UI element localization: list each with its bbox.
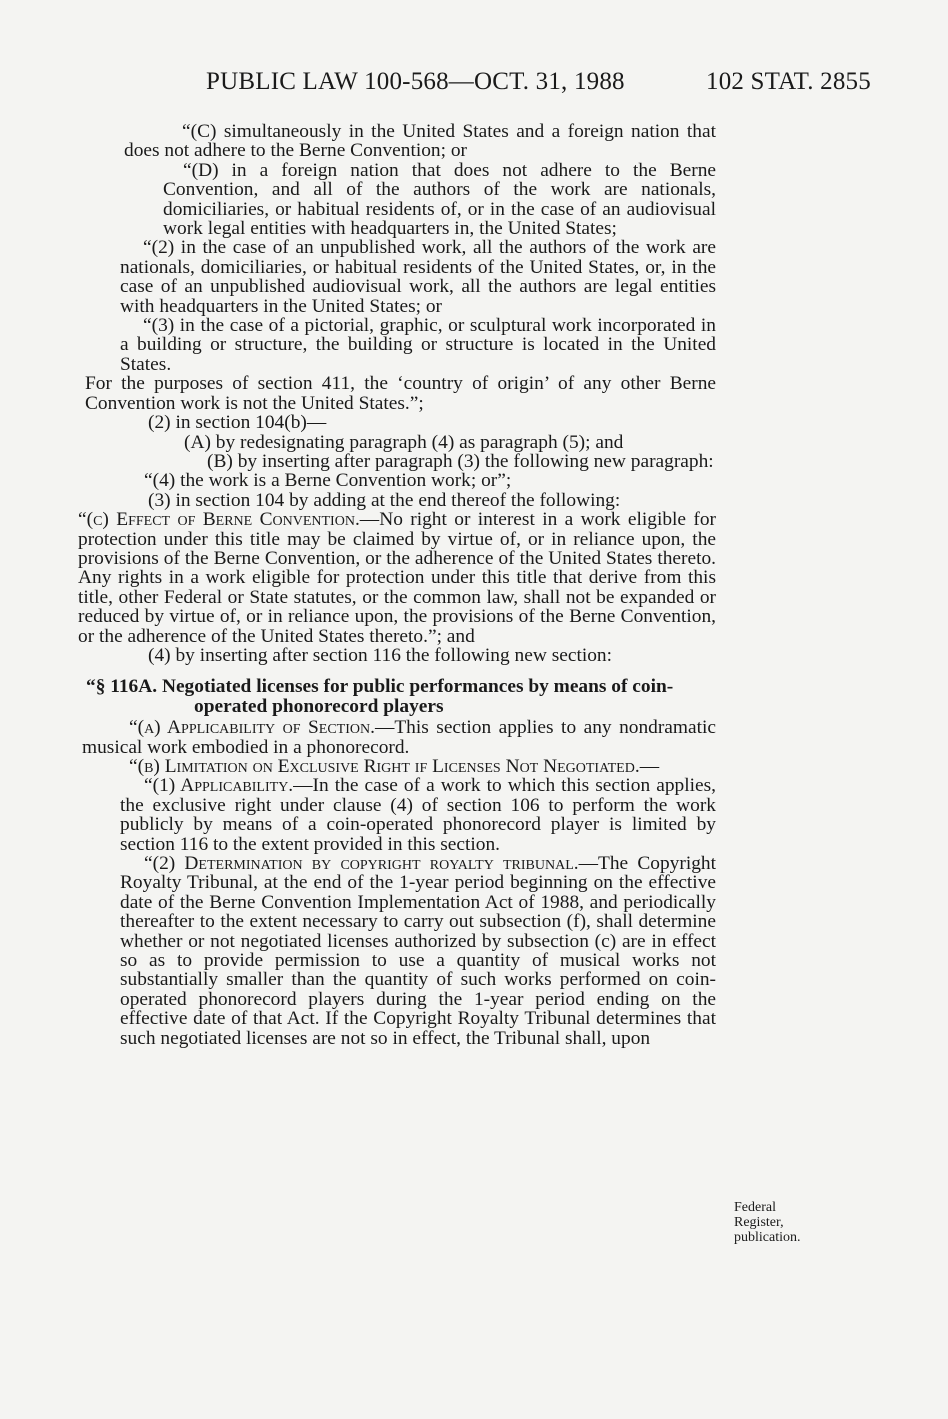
effect-text: —No right or interest in a work eligible for protection under this title may be claimed by virtue of, or in reliance upon, the provisions of the Berne Convention, or the adherence of the United States thereto. Any rights in a work eligible for protection under this title that derive from this title, other Federal or State statutes, or the common law, shall not be expanded or reduced by virtue of, or in reliance upon, the provisions of the Berne Convention, or the adherence of the United States thereto.”; and	[78, 509, 716, 647]
subsection-b	[82, 757, 716, 776]
paragraph-b1	[96, 776, 716, 854]
section-116a-heading: “§ 116A. Negotiated licenses for public performances by means of coin-operated phonorecord players	[86, 676, 674, 717]
effect-of-berne-convention	[78, 510, 716, 646]
margin-note-line: Register,	[734, 1215, 784, 1230]
amendment-104b-4: “(4) the work is a Berne Convention work; or”;	[144, 470, 512, 492]
paragraph-b1-text: —In the case of a work to which this section applies, the exclusive right under clause (4) of section 106 to perform the work publicly by means of a coin-operated phonorecord player is limited by section 116 to the extent provided in this section.	[120, 775, 716, 855]
statute-body	[78, 121, 716, 1049]
clause-d: “(D) in a foreign nation that does not adhere to the Berne Convention, and all of the authors of the work are nationals, domiciliaries, or habitual residents of, or in the case of an audiovisual work legal entities with headquarters in, the United States;	[163, 159, 716, 240]
page-header	[0, 68, 948, 108]
subsection-b-text: —	[639, 756, 660, 777]
subsection-a	[82, 718, 716, 757]
clause-c: “(C) simultaneously in the United States and a foreign nation that does not adhere to the Berne Convention; or	[124, 121, 716, 162]
paragraph-b2-heading: “(2) Determination by copyright royalty tribunal.	[144, 853, 579, 875]
paragraph-2-unpublished: “(2) in the case of an unpublished work, all the authors of the work are nationals, domiciliaries, or habitual residents of the United States, or, in the case of an unpublished audiovisual work, all the authors are legal entities with headquarters in the United States; or	[120, 237, 716, 317]
margin-note-line: Federal	[734, 1200, 776, 1215]
paragraph-b1-heading: “(1) Applicability.	[144, 775, 294, 797]
statute-page-number: 102 STAT. 2855	[706, 68, 871, 95]
amendment-section-104b: (2) in section 104(b)—	[148, 412, 327, 434]
subsection-b-heading: “(b) Limitation on Exclusive Right if Licenses Not Negotiated.	[129, 756, 640, 777]
paragraph-b2-text: —The Copyright Royalty Tribunal, at the end of the 1-year period beginning on the effective date of the Berne Convention Implementation Act of 1988, and periodically thereafter to the extent necessary to carry out subsection (f), shall determine whether or not negotiated licenses authorized by subsection (c) are in effect so as to provide permission to use a quantity of musical works not substantially smaller than the quantity of such works performed on coin-operated phonorecord players during the 1-year period ending on the effective date of that Act. If the Copyright Royalty Tribunal determines that such negotiated licenses are not so in effect, the Tribunal shall, upon	[120, 853, 716, 1049]
running-head-title: PUBLIC LAW 100-568—OCT. 31, 1988	[206, 68, 625, 95]
margin-note-line: publication.	[734, 1230, 801, 1245]
amendment-section-104-add: (3) in section 104 by adding at the end thereof the following:	[148, 489, 621, 511]
paragraph-3-pictorial: “(3) in the case of a pictorial, graphic, or sculptural work incorporated in a building or structure, the building or structure is located in the United States.	[120, 315, 716, 375]
margin-note-federal-register	[734, 1200, 834, 1245]
effect-heading: “(c) Effect of Berne Convention.	[78, 509, 360, 531]
subsection-a-heading: “(a) Applicability of Section.	[129, 717, 375, 739]
amendment-insert-116a: (4) by inserting after section 116 the following new section:	[148, 644, 613, 666]
paragraph-b2	[96, 854, 716, 1048]
country-of-origin-note: For the purposes of section 411, the ‘country of origin’ of any other Berne Convention work is not the United States.”;	[85, 373, 716, 414]
subsection-a-text: —This section applies to any nondramatic musical work embodied in a phonorecord.	[82, 717, 716, 758]
amendment-104b-b: (B) by inserting after paragraph (3) the following new paragraph:	[207, 450, 714, 472]
amendment-104b-a: (A) by redesignating paragraph (4) as paragraph (5); and	[184, 431, 624, 453]
